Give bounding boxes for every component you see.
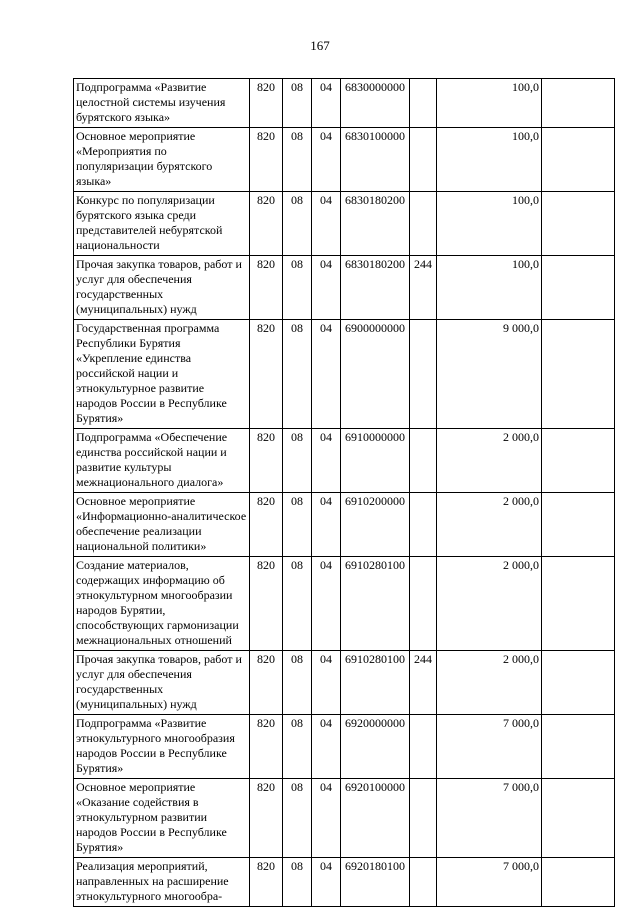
row-section: 08 [283,192,312,256]
row-type [410,429,437,493]
table-row [74,557,615,651]
row-section: 08 [283,79,312,128]
row-name: Создание материалов, содержащих информацию об этнокультурном многообразии народов Бурятии, способствующих гармонизации межнациональных отношений [74,557,250,651]
row-section: 08 [283,651,312,715]
row-name: Реализация мероприятий, направленных на расширение этнокультурного многообра- [74,858,250,907]
row-name: Подпрограмма «Обеспечение единства российской нации и развитие культуры межнационального диалога» [74,429,250,493]
row-type [410,858,437,907]
row-empty [542,858,615,907]
row-target: 6920000000 [341,715,410,779]
row-sum: 100,0 [437,128,542,192]
row-empty [542,557,615,651]
table-row [74,779,615,858]
row-type [410,320,437,429]
row-section: 08 [283,858,312,907]
table-body [74,79,615,907]
row-empty [542,429,615,493]
row-ministry: 820 [250,779,283,858]
table-row [74,493,615,557]
row-target: 6830100000 [341,128,410,192]
table-row [74,192,615,256]
row-section: 08 [283,429,312,493]
row-ministry: 820 [250,858,283,907]
row-subsection: 04 [312,779,341,858]
row-section: 08 [283,320,312,429]
row-empty [542,779,615,858]
table-row [74,256,615,320]
row-ministry: 820 [250,128,283,192]
row-sum: 7 000,0 [437,858,542,907]
row-name: Подпрограмма «Развитие целостной системы изучения бурятского языка» [74,79,250,128]
table-row [74,651,615,715]
table-row [74,128,615,192]
row-ministry: 820 [250,715,283,779]
row-empty [542,715,615,779]
row-ministry: 820 [250,79,283,128]
row-empty [542,493,615,557]
row-ministry: 820 [250,320,283,429]
row-subsection: 04 [312,256,341,320]
row-sum: 7 000,0 [437,715,542,779]
row-type [410,493,437,557]
row-sum: 2 000,0 [437,557,542,651]
row-subsection: 04 [312,320,341,429]
page-number: 167 [310,38,330,53]
row-empty [542,256,615,320]
row-ministry: 820 [250,651,283,715]
row-type [410,79,437,128]
row-subsection: 04 [312,557,341,651]
row-type [410,557,437,651]
row-target: 6900000000 [341,320,410,429]
row-empty [542,651,615,715]
row-sum: 2 000,0 [437,651,542,715]
row-empty [542,192,615,256]
row-name: Основное мероприятие «Информационно-аналитическое обеспечение реализации национальной политики» [74,493,250,557]
row-type [410,715,437,779]
row-ministry: 820 [250,192,283,256]
row-sum: 9 000,0 [437,320,542,429]
row-type [410,192,437,256]
row-sum: 2 000,0 [437,429,542,493]
row-section: 08 [283,557,312,651]
row-sum: 7 000,0 [437,779,542,858]
row-subsection: 04 [312,192,341,256]
row-type [410,779,437,858]
row-section: 08 [283,128,312,192]
row-subsection: 04 [312,79,341,128]
row-type [410,128,437,192]
row-subsection: 04 [312,429,341,493]
row-type: 244 [410,256,437,320]
row-type: 244 [410,651,437,715]
row-empty [542,79,615,128]
row-subsection: 04 [312,858,341,907]
row-name: Прочая закупка товаров, работ и услуг для обеспечения государственных (муниципальных) нужд [74,651,250,715]
row-ministry: 820 [250,493,283,557]
row-section: 08 [283,256,312,320]
row-name: Подпрограмма «Развитие этнокультурного многообразия народов России в Республике Бурятия» [74,715,250,779]
row-sum: 2 000,0 [437,493,542,557]
row-target: 6830000000 [341,79,410,128]
row-target: 6910000000 [341,429,410,493]
row-section: 08 [283,779,312,858]
table-row [74,858,615,907]
row-empty [542,320,615,429]
row-empty [542,128,615,192]
row-section: 08 [283,493,312,557]
row-name: Основное мероприятие «Оказание содействия в этнокультурном развитии народов России в Республике Бурятия» [74,779,250,858]
row-subsection: 04 [312,128,341,192]
row-target: 6920180100 [341,858,410,907]
table-row [74,79,615,128]
row-name: Государственная программа Республики Бурятия «Укрепление единства российской нации и этнокультурное развитие народов России в Республике Бурятия» [74,320,250,429]
row-sum: 100,0 [437,79,542,128]
row-name: Конкурс по популяризации бурятского языка среди представителей небурятской национальности [74,192,250,256]
row-name: Прочая закупка товаров, работ и услуг для обеспечения государственных (муниципальных) нужд [74,256,250,320]
row-sum: 100,0 [437,256,542,320]
row-subsection: 04 [312,651,341,715]
row-ministry: 820 [250,256,283,320]
row-ministry: 820 [250,429,283,493]
row-target: 6910280100 [341,557,410,651]
row-name: Основное мероприятие «Мероприятия по популяризации бурятского языка» [74,128,250,192]
row-section: 08 [283,715,312,779]
row-sum: 100,0 [437,192,542,256]
row-target: 6830180200 [341,192,410,256]
table-row [74,429,615,493]
table-row [74,715,615,779]
row-target: 6830180200 [341,256,410,320]
row-target: 6910280100 [341,651,410,715]
row-target: 6920100000 [341,779,410,858]
budget-table [73,78,615,907]
row-subsection: 04 [312,715,341,779]
table-row [74,320,615,429]
row-ministry: 820 [250,557,283,651]
row-target: 6910200000 [341,493,410,557]
row-subsection: 04 [312,493,341,557]
